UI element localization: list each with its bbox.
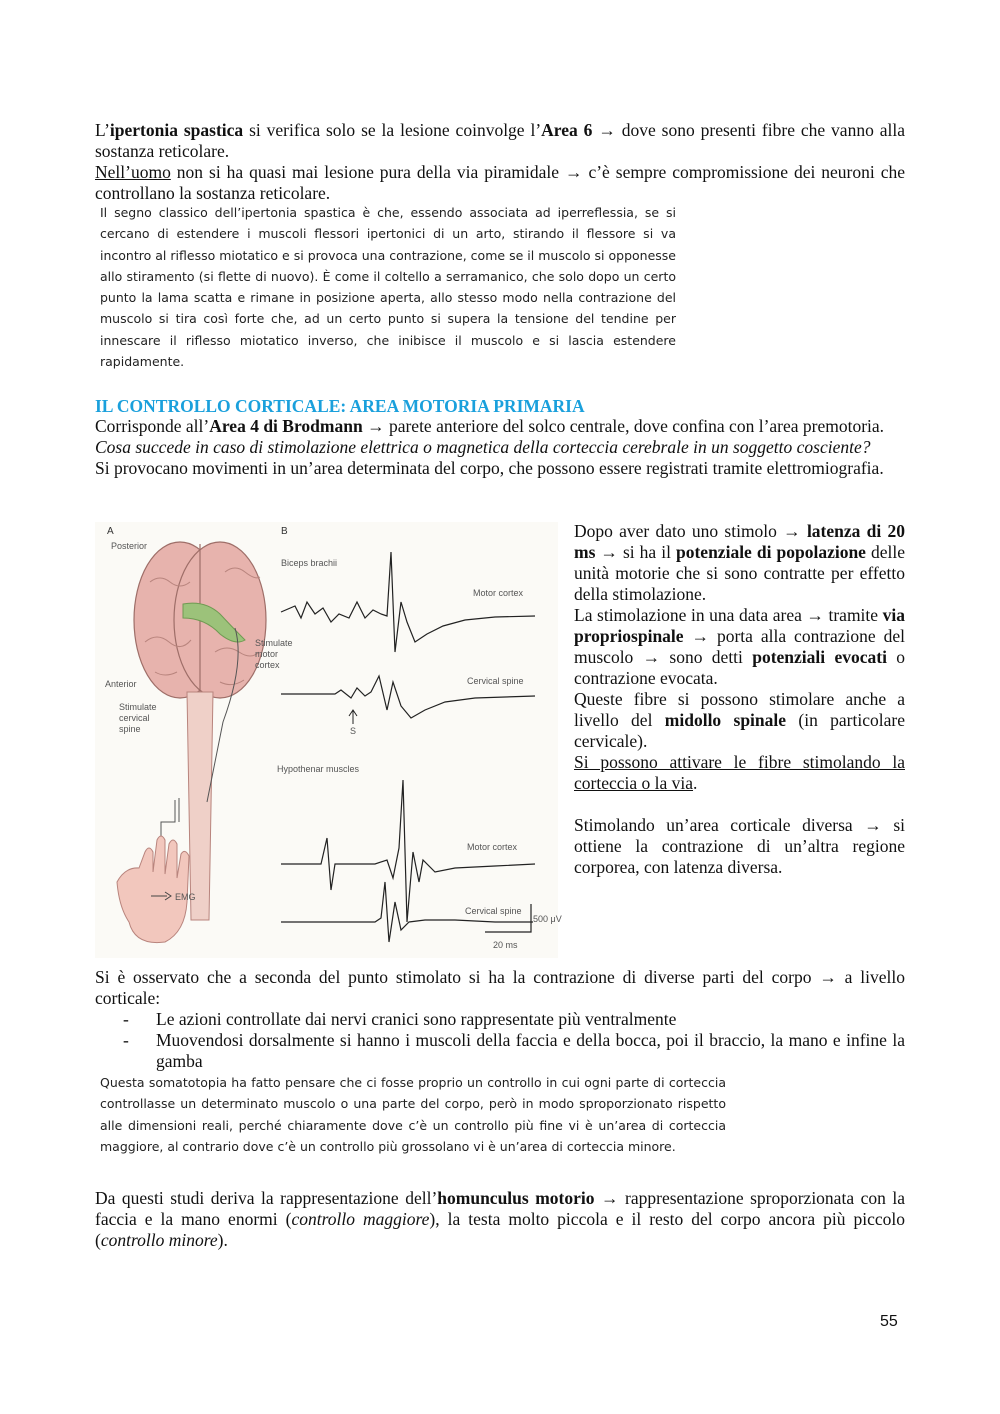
propriospinal-paragraph: La stimolazione in una data area → tramite via propriospinale → porta alla contrazione del muscolo → sono detti potenziali evocati o contrazione evocata. [574,605,906,688]
somatotopy-paragraph: Si è osservato che a seconda del punto stimolato si ha la contrazione di diverse parti del corpo → a livello corticale: [95,967,905,1008]
hypothenar-label: Hypothenar muscles [277,764,360,774]
list-item: - Le azioni controllate dai nervi cranici sono rappresentate più ventralmente [95,1009,905,1030]
spinal-cord [187,692,213,920]
cervical-spine-trace-label-2: Cervical spine [465,906,522,916]
somatotopy-text [95,967,905,1072]
stimulate-motor-label-1: Stimulate [255,638,293,648]
hand-drawing [117,836,189,943]
anterior-label: Anterior [105,679,137,689]
figure-illustration [95,522,562,958]
somatotopy-list [95,1009,905,1072]
panel-a-label: A [107,526,114,537]
intro-paragraphs [95,120,905,204]
posterior-label: Posterior [111,541,148,551]
activation-paragraph: Si possono attivare le fibre stimolando la corteccia o la via. [574,752,905,793]
stimulate-cervical-label-2: cervical [119,713,150,723]
page-number: 55 [880,1313,898,1330]
stimulate-cervical-label-3: spine [119,724,141,734]
biceps-label: Biceps brachii [281,558,338,568]
latency-paragraph: Dopo aver dato uno stimolo → latenza di 20 ms → si ha il potenziale di popolazione delle unità motorie che si sono contratte per effetto della stimolazione. [574,521,906,604]
section-heading: IL CONTROLLO CORTICALE: AREA MOTORIA PRIMARIA [95,396,585,416]
blank-line [574,794,905,815]
spinal-cord-paragraph: Queste fibre si possono stimolare anche a livello del midollo spinale (in particolare cervicale). [574,689,905,751]
homunculus-paragraph: Da questi studi deriva la rappresentazione dell’homunculus motorio → rappresentazione sproporzionata con la faccia e la mano enormi (controllo maggiore), la testa molto piccola e il resto del corpo ancora più piccolo (controllo minore). [95,1188,905,1250]
different-area-paragraph: Stimolando un’area corticale diversa → si ottiene la contrazione di un’altra regione corporea, con latenza diversa. [574,815,905,877]
stimulate-motor-label-2: motor [255,649,279,659]
stimulate-motor-label-3: cortex [255,660,280,670]
spasticity-note: Il segno classico dell’ipertonia spastica è che, essendo associata ad iperreflessia, se si cercano di estendere i muscoli flessori ipertonici di un arto, stirando il flessore si va incontro al riflesso miotatico e si provoca una contrazione, come se il muscolo si opponesse allo stiramento (si flette di nuovo). È come il coltello a serramanico, che solo dopo un certo punto la lama scatta e rimane in posizione aperta, allo stesso modo nella contrazione del muscolo si tira così forte che, ad un certo punto si supera la tensione del tendine per innescare il riflesso miotatico inverso, che inibisce il muscolo e si lascia estendere rapidamente. [100,205,676,370]
motor-cortex-trace-label-2: Motor cortex [467,842,518,852]
pyramidal-lesion-paragraph: Nell’uomo non si ha quasi mai lesione pura della via piramidale → c’è sempre compromissione dei neuroni che controllano la sostanza reticolare. [95,162,905,203]
motor-cortex-trace-label-1: Motor cortex [473,588,524,598]
cervical-spine-trace-label-1: Cervical spine [467,676,524,686]
emg-paragraph: Si provocano movimenti in un’area determinata del corpo, che possono essere registrati tramite elettromiografia. [95,458,884,478]
motor-area-intro [95,416,905,479]
scale-time-label: 20 ms [493,940,518,950]
stimulus-mark: S [350,726,357,736]
somatotopy-note: Questa somatotopia ha fatto pensare che ci fosse proprio un controllo in cui ogni parte di corteccia controllasse un determinato muscolo o una parte del corpo, però in modo sproporzionato rispetto alle dimensioni reali, perché chiaramente dove c’è un controllo più fine vi è un’area di corteccia maggiore, al contrario dove c’è un controllo più grossolano vi è un’area di corteccia minore. [100,1075,726,1154]
scale-voltage-label: 500 μV [533,914,562,924]
brodmann-paragraph: Corrisponde all’Area 4 di Brodmann → parete anteriore del solco centrale, dove confina con l’area premotoria. [95,416,885,436]
emg-figure [95,522,562,958]
list-item: - Muovendosi dorsalmente si hanno i muscoli della faccia e della bocca, poi il braccio, la mano e infine la gamba [95,1030,905,1072]
stimulate-cervical-label-1: Stimulate [119,702,157,712]
spastic-hypertonia-paragraph: L’ipertonia spastica si verifica solo se la lesione coinvolge l’Area 6 → dove sono presenti fibre che vanno alla sostanza reticolare. [95,120,905,161]
stimulation-question: Cosa succede in caso di stimolazione elettrica o magnetica della corteccia cerebrale in un soggetto cosciente? [95,437,871,457]
side-text [574,521,905,878]
emg-label: EMG [175,892,196,902]
panel-b-label: B [281,526,288,537]
